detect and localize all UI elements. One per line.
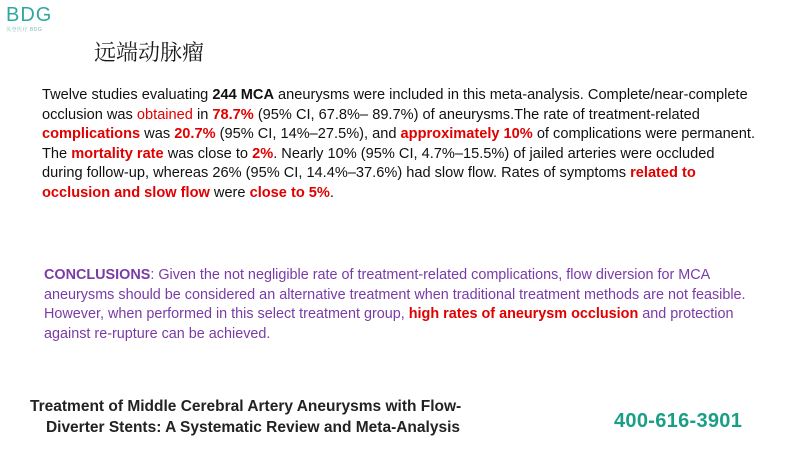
abstract-text: was close to — [163, 145, 253, 162]
abstract-text: of complications were permanent. The — [42, 126, 756, 162]
reference-title — [30, 396, 460, 438]
abstract-red-highlight: 2% — [252, 145, 274, 162]
abstract-red-highlight: 20.7% — [174, 126, 216, 143]
abstract-red-highlight: approximately 10% — [400, 126, 533, 143]
conclusions-paragraph — [44, 266, 760, 344]
brand-logo — [6, 4, 52, 33]
abstract-text: were — [209, 184, 250, 201]
abstract-text: aneurysms were included in this meta-analysis. Complete/near-complete occlusion was — [42, 87, 748, 123]
abstract-text: in — [192, 106, 213, 123]
abstract-text: (95% CI, 67.8%– 89.7%) of aneurysms.The rate of treatment-related — [253, 106, 700, 123]
abstract-red-highlight: mortality rate — [71, 145, 164, 162]
abstract-red-highlight: complications — [42, 126, 141, 143]
conclusions-text: and protection against re-rupture can be achieved. — [44, 306, 734, 342]
logo-subtext: 贝登医疗 BDG — [6, 27, 43, 33]
abstract-text: Twelve studies evaluating — [42, 87, 213, 103]
abstract-red-highlight: close to 5% — [249, 184, 330, 201]
abstract-text: . Nearly 10% (95% CI, 4.7%–15.5%) of jailed arteries were occluded during follow-up, whereas 26% (95% CI, 14.4%–37.6%) had slow flow. Rates of symptoms — [42, 145, 715, 182]
abstract-text: . — [329, 184, 334, 201]
abstract-red-highlight: related to occlusion and slow flow — [42, 165, 696, 201]
conclusions-label: CONCLUSIONS — [44, 267, 151, 283]
contact-phone: 400-616-3901 — [614, 410, 743, 432]
abstract-text: (95% CI, 14%–27.5%), and — [215, 126, 401, 143]
logo-text: BDG — [6, 4, 53, 26]
conclusions-red-highlight: high rates of aneurysm occlusion — [408, 306, 639, 323]
abstract-text: was — [140, 126, 175, 143]
abstract-results-paragraph — [42, 86, 758, 204]
abstract-red-highlight: 78.7% — [212, 106, 254, 123]
abstract-red-text: obtained — [136, 106, 193, 123]
reference-title-line: Diverter Stents: A Systematic Review and Meta-Analysis — [45, 419, 460, 436]
conclusions-text: : Given the not negligible rate of treatment-related complications, flow diversion for MCA aneurysms should be considered an alternative treatment when traditional treatment methods are not feasible. However, when performed in this select treatment group, — [44, 267, 746, 323]
reference-title-line: Treatment of Middle Cerebral Artery Aneurysms with Flow- — [30, 398, 462, 415]
abstract-highlight: 244 MCA — [212, 87, 274, 103]
slide-title: 远端动脉瘤 — [94, 41, 205, 66]
